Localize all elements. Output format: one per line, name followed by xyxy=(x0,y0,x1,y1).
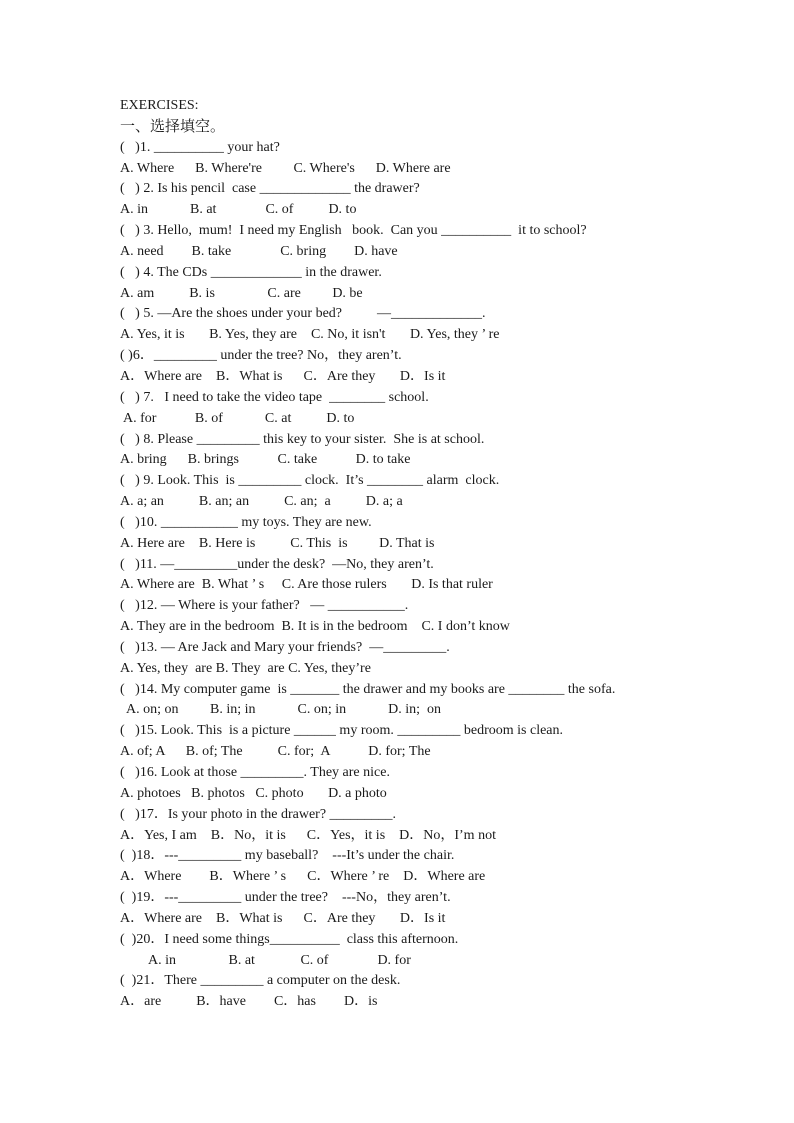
answer-options-line: A. Where B. Where're C. Where's D. Where are xyxy=(120,160,451,176)
worksheet-content xyxy=(120,96,740,1013)
answer-options-line: A．are B．have C．has D．is xyxy=(120,994,378,1010)
answer-options-line: A. am B. is C. are D. be xyxy=(120,285,363,301)
section-heading: 一、选择填空。 xyxy=(120,118,226,135)
answer-options-line: A．Where are B．What is C．Are they D．Is it xyxy=(120,910,446,926)
question-line: ( ) 9. Look. This is _________ clock. It’s ________ alarm clock. xyxy=(120,473,500,489)
question-line: ( )18．---_________ my baseball? ---It’s under the chair. xyxy=(120,848,455,864)
question-line: ( )19．---_________ under the tree? ---No，they aren’t. xyxy=(120,890,451,906)
page-title: EXERCISES: xyxy=(120,98,199,113)
question-line: ( ) 4. The CDs _____________ in the drawer. xyxy=(120,264,382,280)
question-line: ( ) 5. —Are the shoes under your bed? —_____________. xyxy=(120,306,486,322)
answer-options-line: A. need B. take C. bring D. have xyxy=(120,243,398,259)
answer-options-line: A. Here are B. Here is C. This is D. That is xyxy=(120,535,435,551)
answer-options-line: A．Where B．Where ’ s C．Where ’ re D．Where are xyxy=(120,869,486,885)
question-line: ( ) 2. Is his pencil case _____________ the drawer? xyxy=(120,181,420,197)
answer-options-line: A. Where are B. What ’ s C. Are those rulers D. Is that ruler xyxy=(120,577,493,593)
question-line: ( )1. __________ your hat? xyxy=(120,139,280,155)
answer-options-line: A. in B. at C. of D. to xyxy=(120,202,357,218)
question-line: ( ) 7. I need to take the video tape ________ school. xyxy=(120,389,429,405)
answer-options-line: A. for B. of C. at D. to xyxy=(123,410,355,426)
question-line: ( )17．Is your photo in the drawer? _________. xyxy=(120,806,397,822)
question-line: ( )14. My computer game is _______ the drawer and my books are ________ the sofa. xyxy=(120,681,616,697)
question-line: ( )12. — Where is your father? — ___________. xyxy=(120,598,409,614)
question-line: ( ) 8. Please _________ this key to your sister. She is at school. xyxy=(120,431,485,447)
question-line: ( )6．_________ under the tree? No，they aren’t. xyxy=(120,348,402,364)
question-line: ( ) 3. Hello, mum! I need my English book. Can you __________ it to school? xyxy=(120,223,587,239)
answer-options-line: A．Where are B．What is C．Are they D．Is it xyxy=(120,368,446,384)
answer-options-line: A. Yes, it is B. Yes, they are C. No, it isn't D. Yes, they ’ re xyxy=(120,327,500,343)
answer-options-line: A. a; an B. an; an C. an; a D. a; a xyxy=(120,494,403,510)
question-line: ( )16. Look at those _________. They are nice. xyxy=(120,765,390,780)
question-line: ( )20．I need some things__________ class this afternoon. xyxy=(120,931,459,947)
answer-options-line: A. of; A B. of; The C. for; A D. for; The xyxy=(120,744,431,760)
question-line: ( )15. Look. This is a picture ______ my room. _________ bedroom is clean. xyxy=(120,723,564,739)
question-line: ( )21．There _________ a computer on the desk. xyxy=(120,973,401,989)
question-line: ( )13. — Are Jack and Mary your friends? —_________. xyxy=(120,639,450,655)
answer-options-line: A. Yes, they are B. They are C. Yes, they’re xyxy=(120,660,371,676)
question-list xyxy=(120,138,740,1013)
answer-options-line: A. on; on B. in; in C. on; in D. in; on xyxy=(126,702,442,718)
answer-options-line: A. in B. at C. of D. for xyxy=(148,952,411,968)
answer-options-line: A. photoes B. photos C. photo D. a photo xyxy=(120,785,387,801)
answer-options-line: A．Yes, I am B．No，it is C．Yes，it is D．No，I’m not xyxy=(120,827,496,843)
question-line: ( )11. —_________under the desk? —No, they aren’t. xyxy=(120,556,434,572)
question-line: ( )10. ___________ my toys. They are new. xyxy=(120,514,372,530)
answer-options-line: A. They are in the bedroom B. It is in the bedroom C. I don’t know xyxy=(120,619,510,635)
answer-options-line: A. bring B. brings C. take D. to take xyxy=(120,452,411,468)
